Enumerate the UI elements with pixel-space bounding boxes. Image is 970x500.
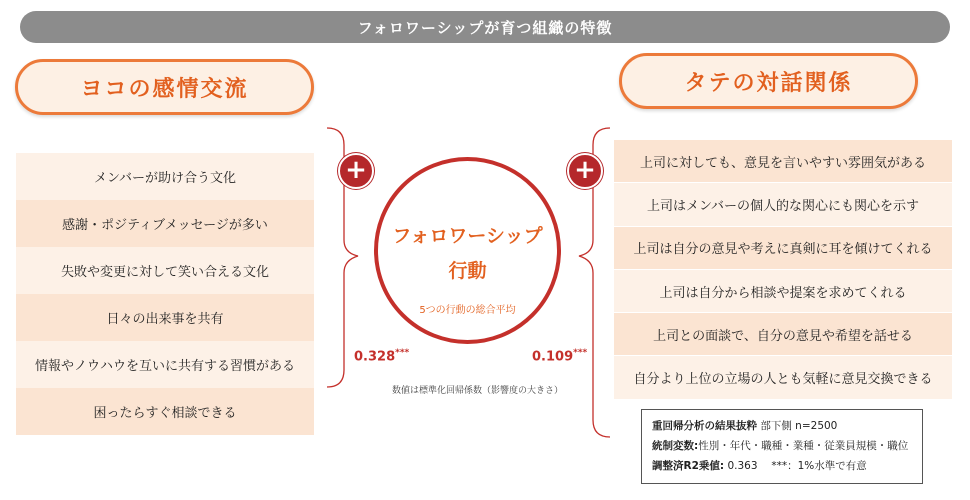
regression-label-3: 調整済R2乗値: (652, 460, 725, 472)
left-coefficient (354, 348, 409, 364)
right-significance: *** (573, 348, 588, 358)
left-significance: *** (395, 348, 410, 358)
regression-line-3 (652, 456, 912, 476)
circle-title-line1: フォロワーシップ (392, 225, 543, 247)
regression-label-2: 統制変数: (652, 440, 699, 452)
regression-line-1 (652, 416, 912, 436)
left-item: 日々の出来事を共有 (16, 294, 314, 341)
circle-title-line2: 行動 (448, 260, 487, 282)
regression-summary-box (641, 409, 923, 484)
right-item: 上司との面談で、自分の意見や希望を話せる (614, 313, 952, 356)
right-plus-icon (567, 153, 603, 189)
left-heading: ヨコの感情交流 (80, 76, 249, 102)
right-item: 上司は自分の意見や考えに真剣に耳を傾けてくれる (614, 227, 952, 270)
left-item: 困ったらすぐ相談できる (16, 388, 314, 435)
right-item: 上司に対しても、意見を言いやすい雰囲気がある (614, 140, 952, 183)
regression-line-2 (652, 436, 912, 456)
left-coefficient-value: 0.328 (354, 349, 396, 365)
right-coefficient-value: 0.109 (532, 349, 574, 365)
left-item: 失敗や変更に対して笑い合える文化 (16, 247, 314, 294)
regression-value-3: 0.363 ***：1%水準で有意 (727, 460, 867, 472)
followership-circle (374, 157, 561, 344)
left-item: メンバーが助け合う文化 (16, 153, 314, 200)
plus-symbol: + (345, 155, 367, 185)
circle-subtitle: 5つの行動の総合平均 (419, 305, 516, 316)
regression-label-1: 重回帰分析の結果抜粋 (652, 420, 757, 432)
left-plus-icon (338, 153, 374, 189)
right-item: 上司は自分から相談や提案を求めてくれる (614, 270, 952, 313)
regression-value-1: 部下側 n=2500 (760, 420, 838, 432)
right-heading: タテの対話関係 (684, 70, 853, 96)
right-item: 上司はメンバーの個人的な関心にも関心を示す (614, 183, 952, 226)
circle-title (378, 219, 557, 289)
regression-value-2: 性別・年代・職種・業種・従業員規模・職位 (698, 440, 909, 452)
right-item: 自分より上位の立場の人とも気軽に意見交換できる (614, 356, 952, 399)
right-coefficient (532, 348, 587, 364)
left-item: 情報やノウハウを互いに共有する習慣がある (16, 341, 314, 388)
plus-symbol: + (574, 155, 596, 185)
coefficient-note: 数値は標準化回帰係数（影響度の大きさ） (392, 386, 564, 396)
header-title: フォロワーシップが育つ組織の特徴 (357, 18, 613, 37)
left-item: 感謝・ポジティブメッセージが多い (16, 200, 314, 247)
